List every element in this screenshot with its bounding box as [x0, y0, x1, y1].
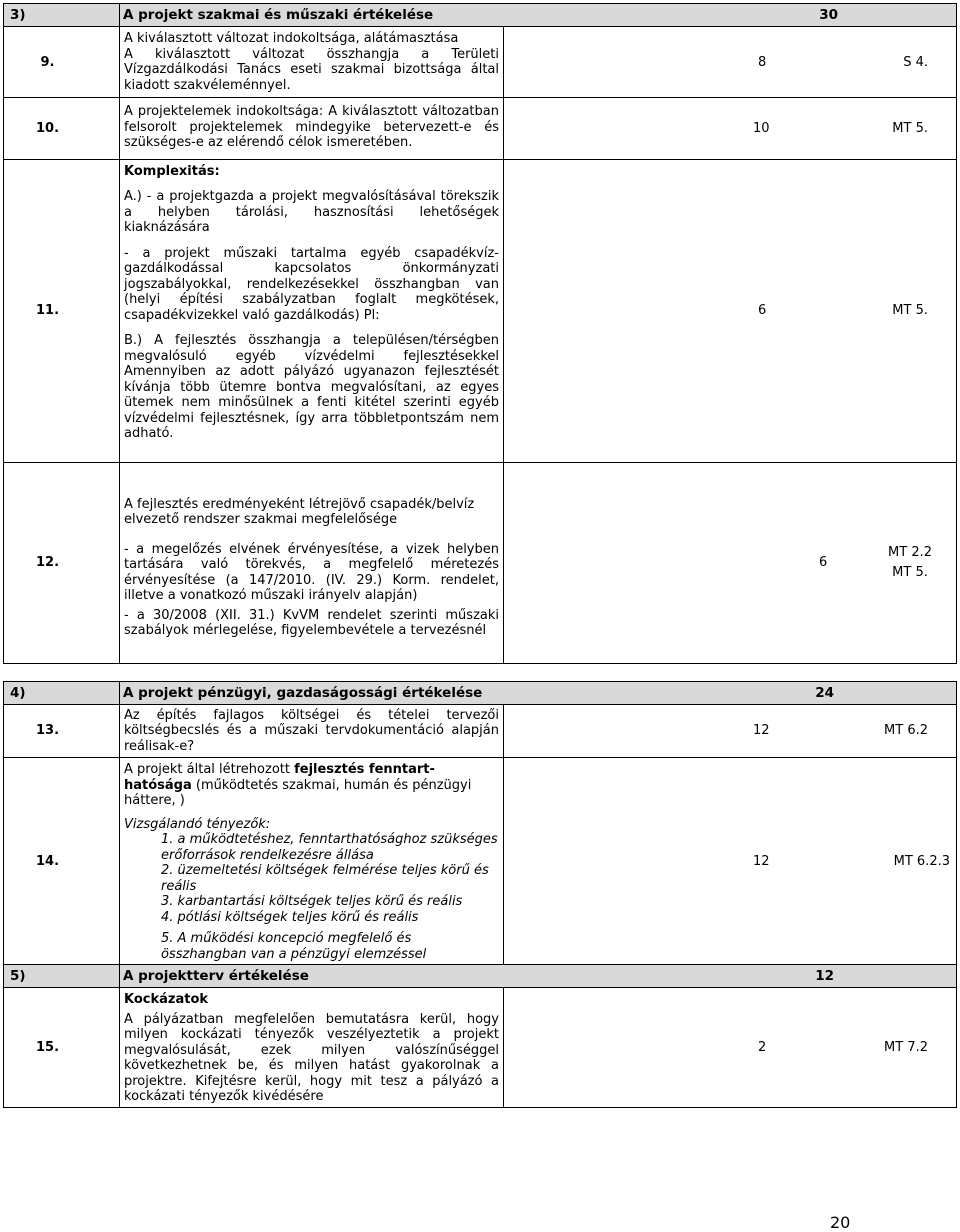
- criterion-paragraph-1: A fejlesztés eredményeként létrejövő csapadék/belvíz elvezető rendszer szakmai megfelelősége: [124, 496, 475, 527]
- section-title: A projektterv értékelése: [123, 968, 309, 984]
- criterion-reference-2: MT 5.: [892, 564, 928, 580]
- criterion-description: A kiválasztott változat összhangja a Területi Vízgazdálkodási Tanács eseti szakmai bizottsága által kiadott szakvéleménnyel.: [124, 46, 499, 93]
- criterion-number: 15.: [4, 988, 120, 1108]
- factor-item: 1. a működtetéshez, fenntarthatósághoz szükséges erőforrások rendelkezésre állása: [161, 832, 498, 863]
- criterion-reference: MT 5.: [892, 303, 928, 318]
- criterion-score: 6: [819, 555, 828, 570]
- factor-item: 4. pótlási költségek teljes körű és reális: [161, 909, 419, 925]
- criterion-row-13: [4, 704, 957, 758]
- section-number: 5): [4, 965, 120, 988]
- factor-item: 2. üzemeltetési költségek felmérése teljes körű és reális: [161, 863, 489, 894]
- criterion-intro: A projekt által létrehozott fejlesztés fenntart-hatósága (működtetés szakmai, humán és pénzügyi háttere, ): [124, 762, 472, 808]
- criterion-reference: MT 5.: [892, 120, 928, 136]
- factor-item: 5. A működési koncepció megfelelő és összhangban van a pénzügyi elemzéssel: [161, 931, 427, 962]
- criterion-row-10: [4, 98, 957, 160]
- criterion-paragraph-3: - a 30/2008 (XII. 31.) KvVM rendelet szerinti műszaki szabályok mérlegelése, figyelembevétele a tervezésnél: [124, 607, 499, 638]
- criterion-paragraph-2: - a megelőzés elvének érvényesítése, a vizek helyben tartására való törekvés, a megfelelő méretezés érvényesítése (a 147/2010. (IV. 29.) Korm. rendelet, illetve a vonatkozó műszaki irányelv alapján): [124, 541, 499, 603]
- factors-list: [124, 832, 499, 962]
- criterion-description: A pályázatban megfelelően bemutatásra kerül, hogy milyen kockázati tényezők veszélyeztetik a projekt megvalósulását, ezek milyen valószínűséggel következhetnek be, és milyen hatást gyakorolnak a projektre. Kifejtésre kerül, hogy mit tesz a pályázó a kockázati tényezők kivédésére: [124, 1011, 499, 1104]
- criterion-heading: Kockázatok: [124, 992, 209, 1007]
- criterion-reference: MT 7.2: [884, 1039, 928, 1055]
- section-points: 24: [815, 684, 834, 701]
- criterion-row-15: [4, 988, 957, 1108]
- section-header-3: [4, 4, 957, 27]
- criterion-paragraph-a: A.) - a projektgazda a projekt megvalósításával törekszik a helyben tárolási, hasznosítási lehetőségek kiaknázására: [124, 189, 499, 235]
- section-number: 3): [4, 4, 120, 27]
- criterion-score: 10: [753, 120, 770, 136]
- criterion-score: 12: [753, 723, 770, 739]
- criterion-number: 14.: [4, 758, 120, 965]
- criterion-score: 2: [758, 1039, 767, 1055]
- criterion-number: 9.: [4, 27, 120, 98]
- criterion-paragraph-b: B.) A fejlesztés összhangja a településen/térségben megvalósuló egyéb vízvédelmi fejlesztésekkel Amennyiben az adott pályázó ugyanazon fejlesztését kívánja több ütemre bontva megvalósítani, az egyes ütemek nem minősülnek a fenti kitétel szerinti egyéb vízvédelmi fejlesztésnek, így arra többletpontszám nem adható.: [124, 333, 499, 441]
- criterion-score: 6: [758, 303, 767, 318]
- criterion-row-12: [4, 462, 957, 663]
- criterion-number: 12.: [4, 462, 120, 663]
- criterion-score: 12: [753, 853, 770, 869]
- criterion-paragraph-rules: - a projekt műszaki tartalma egyéb csapadékvíz-gazdálkodással kapcsolatos önkormányzati jogszabályokkal, rendelkezésekkel összhangban van (helyi építési szabályzatban foglalt megkötések, csapadékvizekkel való gazdálkodás) Pl:: [124, 245, 499, 323]
- evaluation-table: [3, 3, 957, 1108]
- section-header-4: [4, 681, 957, 704]
- criterion-reference: S 4.: [903, 54, 928, 70]
- criterion-description: A projektelemek indokoltsága: A kiválasztott változatban felsorolt projektelemek mindegyike betervezett-e és szükséges-e az elérendő célok ismeretében.: [120, 98, 504, 160]
- criterion-title: A kiválasztott változat indokoltsága, alátámasztása: [124, 31, 459, 46]
- section-title: A projekt szakmai és műszaki értékelése: [123, 7, 434, 23]
- criterion-number: 11.: [4, 159, 120, 462]
- page-number: 20: [830, 1213, 851, 1232]
- factor-item: 3. karbantartási költségek teljes körű és reális: [161, 894, 463, 909]
- criterion-row-14: [4, 758, 957, 965]
- criterion-description: Az építés fajlagos költségei és tételei tervezői költségbecslés és a műszaki tervdokumentáció alapján reálisak-e?: [120, 704, 504, 758]
- criterion-reference: MT 6.2.3: [893, 853, 950, 869]
- section-header-5: [4, 965, 957, 988]
- criterion-reference-1: MT 2.2: [888, 544, 932, 560]
- criterion-row-11: [4, 159, 957, 462]
- criterion-number: 13.: [4, 704, 120, 758]
- criterion-number: 10.: [4, 98, 120, 160]
- section-title: A projekt pénzügyi, gazdaságossági értékelése: [123, 684, 483, 701]
- criterion-heading: Komplexitás:: [124, 163, 220, 179]
- section-points: 12: [815, 968, 834, 984]
- section-number: 4): [4, 681, 120, 704]
- criterion-score: 8: [758, 54, 767, 70]
- criterion-reference: MT 6.2: [884, 723, 928, 739]
- criterion-row-9: [4, 27, 957, 98]
- factors-title: Vizsgálandó tényezők:: [124, 816, 271, 832]
- section-points: 30: [819, 7, 838, 23]
